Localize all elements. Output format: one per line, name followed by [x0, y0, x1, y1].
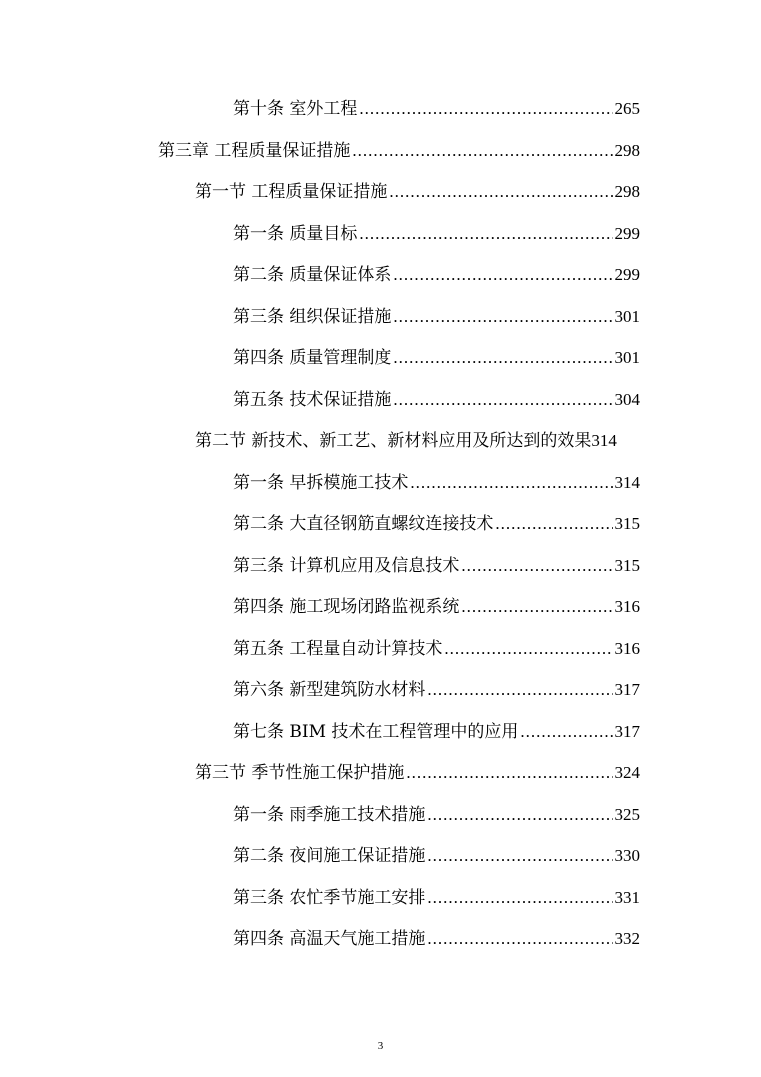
- toc-entry[interactable]: [233, 513, 640, 535]
- toc-entry-label: 第四条 施工现场闭路监视系统: [233, 597, 460, 617]
- toc-entry[interactable]: [233, 555, 640, 577]
- toc-entry[interactable]: [233, 389, 640, 411]
- toc-entry-label: 第一条 早拆模施工技术: [233, 473, 409, 493]
- toc-entry[interactable]: [195, 181, 640, 203]
- toc-entry-page: 317: [614, 680, 640, 699]
- toc-entry-label: 第三条 农忙季节施工安排: [233, 888, 426, 908]
- toc-entry-page: 299: [614, 224, 640, 243]
- toc-entry[interactable]: [233, 223, 640, 245]
- toc-entry[interactable]: [233, 306, 640, 328]
- toc-entry-label: 第五条 工程量自动计算技术: [233, 639, 443, 659]
- toc-leader-dots: [427, 928, 612, 950]
- toc-entry-label: 第二节 新技术、新工艺、新材料应用及所达到的效果: [195, 431, 592, 451]
- toc-entry[interactable]: [233, 638, 640, 660]
- toc-leader-dots: [389, 181, 612, 203]
- toc-entry[interactable]: [233, 887, 640, 909]
- toc-leader-dots: [520, 721, 612, 743]
- toc-entry-page: 315: [614, 556, 640, 575]
- toc-entry[interactable]: [195, 762, 640, 784]
- toc-leader-dots: [359, 223, 612, 245]
- toc-entry-page: 316: [614, 597, 640, 616]
- toc-entry[interactable]: [233, 264, 640, 286]
- toc-entry-label: 第三条 组织保证措施: [233, 307, 392, 327]
- toc-leader-dots: [427, 887, 612, 909]
- toc-leader-dots: [444, 638, 612, 660]
- toc-entry-label: 第一节 工程质量保证措施: [195, 182, 388, 202]
- toc-leader-dots: [427, 845, 612, 867]
- toc-entry-page: 331: [614, 888, 640, 907]
- toc-entry-page: 324: [614, 763, 640, 782]
- toc-leader-dots: [352, 140, 612, 162]
- toc-leader-dots: [410, 472, 612, 494]
- toc-leader-dots: [461, 555, 612, 577]
- toc-entry-label: 第二条 夜间施工保证措施: [233, 846, 426, 866]
- toc-entry-page: 332: [614, 929, 640, 948]
- toc-entry[interactable]: [233, 804, 640, 826]
- toc-leader-dots: [359, 98, 612, 120]
- toc-entry-page: 316: [614, 639, 640, 658]
- toc-entry-page: 304: [614, 390, 640, 409]
- toc-entry-label: 第二条 大直径钢筋直螺纹连接技术: [233, 514, 494, 534]
- toc-leader-dots: [495, 513, 612, 535]
- toc-leader-dots: [393, 264, 612, 286]
- toc-entry-page: 325: [614, 805, 640, 824]
- toc-entry-label: 第一条 质量目标: [233, 224, 358, 244]
- toc-entry[interactable]: [195, 430, 617, 452]
- toc-entry[interactable]: [233, 721, 640, 743]
- toc-leader-dots: [393, 306, 612, 328]
- toc-entry-page: 314: [591, 431, 617, 450]
- toc-entry[interactable]: [233, 596, 640, 618]
- toc-entry-page: 301: [614, 348, 640, 367]
- toc-entry-label: 第三条 计算机应用及信息技术: [233, 556, 460, 576]
- toc-entry-page: 298: [614, 141, 640, 160]
- toc-entry[interactable]: [233, 347, 640, 369]
- toc-entry[interactable]: [233, 472, 640, 494]
- toc-entry-label: 第四条 质量管理制度: [233, 348, 392, 368]
- toc-entry-label: 第十条 室外工程: [233, 99, 358, 119]
- toc-entry-label: 第一条 雨季施工技术措施: [233, 805, 426, 825]
- toc-entry-page: 265: [614, 99, 640, 118]
- toc-entry[interactable]: [233, 845, 640, 867]
- toc-leader-dots: [406, 762, 612, 784]
- toc-entry-label: 第三节 季节性施工保护措施: [195, 763, 405, 783]
- toc-entry-page: 315: [614, 514, 640, 533]
- toc-entry[interactable]: [158, 140, 640, 162]
- toc-entry-page: 298: [614, 182, 640, 201]
- toc-entry-label: 第三章 工程质量保证措施: [158, 141, 351, 161]
- toc-entry[interactable]: [233, 928, 640, 950]
- toc-entry-page: 330: [614, 846, 640, 865]
- toc-entry-label: 第五条 技术保证措施: [233, 390, 392, 410]
- toc-entry-label: 第二条 质量保证体系: [233, 265, 392, 285]
- toc-entry-page: 301: [614, 307, 640, 326]
- toc-entry-label: 第七条 BIM 技术在工程管理中的应用: [233, 722, 519, 742]
- toc-leader-dots: [393, 347, 612, 369]
- toc-entry[interactable]: [233, 98, 640, 120]
- toc-entry-label: 第四条 高温天气施工措施: [233, 929, 426, 949]
- toc-leader-dots: [427, 679, 612, 701]
- toc-entry-page: 317: [614, 722, 640, 741]
- toc-leader-dots: [427, 804, 612, 826]
- toc-leader-dots: [461, 596, 612, 618]
- toc-leader-dots: [393, 389, 612, 411]
- toc-entry-page: 314: [614, 473, 640, 492]
- toc-entry-page: 299: [614, 265, 640, 284]
- page-number: 3: [377, 1040, 384, 1052]
- toc-entry[interactable]: [233, 679, 640, 701]
- toc-entry-label: 第六条 新型建筑防水材料: [233, 680, 426, 700]
